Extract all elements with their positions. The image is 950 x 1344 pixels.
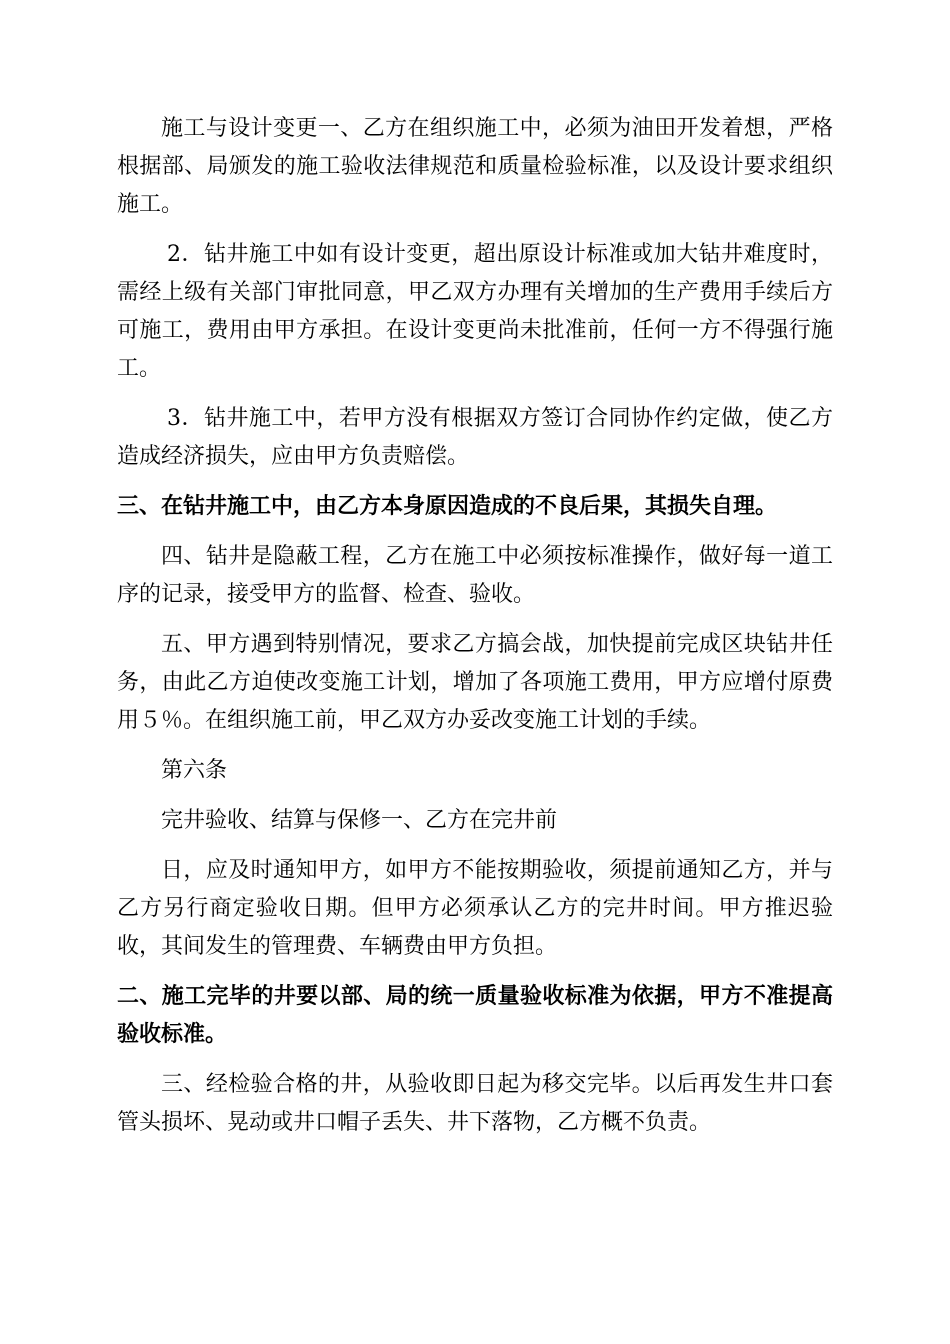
article-six-heading: 第六条 <box>161 758 228 783</box>
paragraph-construction-design-change: 施工与设计变更一、乙方在组织施工中，必须为油田开发着想，严格根据部、局颁发的施工验收法律规范和质量检验标准，以及设计要求组织施工。 <box>117 116 833 217</box>
paragraph-handover: 三、经检验合格的井，从验收即日起为移交完毕。以后再发生井口套管头损坏、晃动或井口帽子丢失、井下落物，乙方概不负责。 <box>117 1072 833 1135</box>
paragraph-clause-three-bold: 三、在钻井施工中，由乙方本身原因造成的不良后果，其损失自理。 <box>117 494 778 519</box>
document-body <box>117 110 833 1154</box>
paragraph-notify-party-a: 日，应及时通知甲方，如甲方不能按期验收，须提前通知乙方，并与乙方另行商定验收日期。但甲方必须承认乙方的完井时间。甲方推迟验收，其间发生的管理费、车辆费由甲方负担。 <box>117 858 833 959</box>
paragraph-item-3: 3．钻井施工中，若甲方没有根据双方签订合同协作约定做，使乙方造成经济损失，应由甲方负责赔偿。 <box>117 406 833 469</box>
paragraph-completion-acceptance: 完井验收、结算与保修一、乙方在完井前 <box>161 808 558 833</box>
paragraph-clause-four: 四、钻井是隐蔽工程，乙方在施工中必须按标准操作，做好每一道工序的记录，接受甲方的监督、检查、验收。 <box>117 544 833 607</box>
paragraph-quality-standard-bold: 二、施工完毕的井要以部、局的统一质量验收标准为依据，甲方不准提高验收标准。 <box>117 984 833 1047</box>
paragraph-clause-five: 五、甲方遇到特别情况，要求乙方搞会战，加快提前完成区块钻井任务，由此乙方迫使改变施工计划，增加了各项施工费用，甲方应增付原费用５％。在组织施工前，甲乙双方办妥改变施工计划的手续。 <box>117 632 833 733</box>
paragraph-item-2: 2．钻井施工中如有设计变更，超出原设计标准或加大钻井难度时，需经上级有关部门审批同意，甲乙双方办理有关增加的生产费用手续后方可施工，费用由甲方承担。在设计变更尚未批准前，任何一方不得强行施工。 <box>117 242 833 381</box>
